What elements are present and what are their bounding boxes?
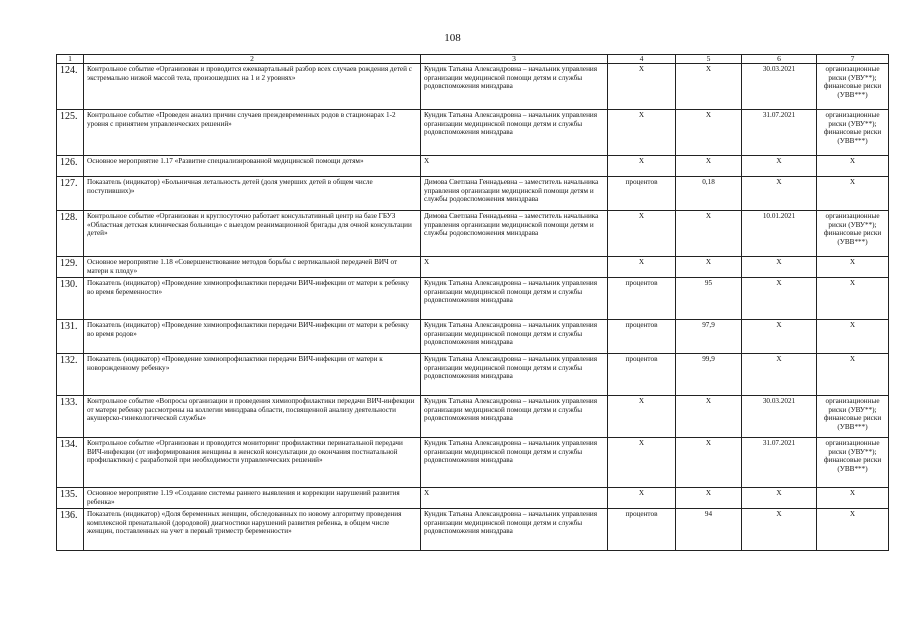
- plan-table: [56, 54, 889, 551]
- table-row: [57, 211, 889, 257]
- row-responsible: Кундик Татьяна Александровна – начальник управления организации медицинской помощи детям и службы родовспоможения минздрава: [421, 64, 608, 110]
- row-title: Основное мероприятие 1.17 «Развитие специализированной медицинской помощи детям»: [84, 156, 421, 177]
- row-title: Показатель (индикатор) «Проведение химиопрофилактики передачи ВИЧ-инфекции от матери к новорожденному ребенку»: [84, 354, 421, 396]
- table-row: [57, 509, 889, 551]
- row-number: 130.: [57, 278, 84, 320]
- table-row: [57, 438, 889, 488]
- row-date: 10.01.2021: [742, 211, 817, 257]
- row-unit: процентов: [608, 509, 676, 551]
- table-row: [57, 354, 889, 396]
- row-date: 31.07.2021: [742, 110, 817, 156]
- row-responsible: Кундик Татьяна Александровна – начальник управления организации медицинской помощи детям и службы родовспоможения минздрава: [421, 509, 608, 551]
- row-risk: X: [817, 354, 889, 396]
- row-value: X: [676, 488, 742, 509]
- row-number: 129.: [57, 257, 84, 278]
- row-number: 136.: [57, 509, 84, 551]
- row-date: 30.03.2021: [742, 396, 817, 438]
- row-risk: X: [817, 488, 889, 509]
- row-title: Контрольное событие «Проведен анализ причин случаев преждевременных родов в стационарах 1-2 уровня с принятием управленческих решений»: [84, 110, 421, 156]
- header-cell: 1: [57, 55, 84, 64]
- row-title: Показатель (индикатор) «Доля беременных женщин, обследованных по новому алгоритму проведения комплексной пренатальной (дородовой) диагностики нарушений развития ребенка, в общем числе женщин, поставленных на учет в первый триместр беременности»: [84, 509, 421, 551]
- table-row: [57, 257, 889, 278]
- row-number: 126.: [57, 156, 84, 177]
- row-number: 125.: [57, 110, 84, 156]
- row-unit: процентов: [608, 320, 676, 354]
- row-date: X: [742, 320, 817, 354]
- row-risk: организационные риски (УВУ**); финансовые риски (УВВ***): [817, 211, 889, 257]
- row-risk: X: [817, 156, 889, 177]
- row-value: X: [676, 396, 742, 438]
- row-value: X: [676, 438, 742, 488]
- row-number: 131.: [57, 320, 84, 354]
- header-cell: 6: [742, 55, 817, 64]
- row-unit: X: [608, 110, 676, 156]
- row-risk: организационные риски (УВУ**); финансовые риски (УВВ***): [817, 438, 889, 488]
- row-title: Показатель (индикатор) «Больничная летальность детей (доля умерших детей в общем числе поступивших)»: [84, 177, 421, 211]
- row-risk: X: [817, 509, 889, 551]
- row-unit: процентов: [608, 278, 676, 320]
- row-unit: X: [608, 156, 676, 177]
- row-risk: X: [817, 320, 889, 354]
- row-risk: X: [817, 278, 889, 320]
- row-title: Показатель (индикатор) «Проведение химиопрофилактики передачи ВИЧ-инфекции от матери к ребенку во время родов»: [84, 320, 421, 354]
- row-number: 124.: [57, 64, 84, 110]
- row-date: 31.07.2021: [742, 438, 817, 488]
- row-unit: X: [608, 438, 676, 488]
- row-responsible: Кундик Татьяна Александровна – начальник управления организации медицинской помощи детям и службы родовспоможения минздрава: [421, 438, 608, 488]
- row-value: X: [676, 211, 742, 257]
- row-value: X: [676, 110, 742, 156]
- header-cell: 4: [608, 55, 676, 64]
- table-row: [57, 110, 889, 156]
- row-date: 30.03.2021: [742, 64, 817, 110]
- row-responsible: X: [421, 488, 608, 509]
- row-date: X: [742, 257, 817, 278]
- row-number: 133.: [57, 396, 84, 438]
- row-title: Контрольное событие «Организован и проводится мониторинг профилактики перинатальной передачи ВИЧ-инфекции (от информирования женщины в женской консультации до окончания постнатальной профилактики) с разработкой при необходимости управленческих решений»: [84, 438, 421, 488]
- row-responsible: Кундик Татьяна Александровна – начальник управления организации медицинской помощи детям и службы родовспоможения минздрава: [421, 110, 608, 156]
- row-responsible: Кундик Татьяна Александровна – начальник управления организации медицинской помощи детям и службы родовспоможения минздрава: [421, 354, 608, 396]
- table-row: [57, 156, 889, 177]
- row-risk: X: [817, 177, 889, 211]
- header-cell: 5: [676, 55, 742, 64]
- row-value: 97,9: [676, 320, 742, 354]
- page-number: 108: [444, 32, 461, 44]
- row-number: 132.: [57, 354, 84, 396]
- row-unit: процентов: [608, 177, 676, 211]
- row-responsible: Кундик Татьяна Александровна – начальник управления организации медицинской помощи детям и службы родовспоможения минздрава: [421, 278, 608, 320]
- row-title: Показатель (индикатор) «Проведение химиопрофилактики передачи ВИЧ-инфекции от матери к ребенку во время беременности»: [84, 278, 421, 320]
- row-value: 99,9: [676, 354, 742, 396]
- row-unit: X: [608, 257, 676, 278]
- row-date: X: [742, 177, 817, 211]
- row-unit: процентов: [608, 354, 676, 396]
- row-responsible: X: [421, 257, 608, 278]
- row-unit: X: [608, 396, 676, 438]
- row-date: X: [742, 354, 817, 396]
- row-number: 127.: [57, 177, 84, 211]
- row-value: X: [676, 257, 742, 278]
- table-row: [57, 278, 889, 320]
- header-cell: 7: [817, 55, 889, 64]
- row-risk: организационные риски (УВУ**); финансовые риски (УВВ***): [817, 64, 889, 110]
- row-value: X: [676, 64, 742, 110]
- table-row: [57, 320, 889, 354]
- row-number: 134.: [57, 438, 84, 488]
- row-responsible: Димова Светлана Геннадьевна – заместитель начальника управления организации медицинской помощи детям и службы родовспоможения минздрава: [421, 177, 608, 211]
- row-responsible: Кундик Татьяна Александровна – начальник управления организации медицинской помощи детям и службы родовспоможения минздрава: [421, 320, 608, 354]
- row-unit: X: [608, 488, 676, 509]
- row-title: Контрольное событие «Вопросы организации и проведения химиопрофилактики передачи ВИЧ-инфекции от матери ребенку рассмотрены на коллегии минздрава области, посвященной анализу деятельности акушерско-гинекологической службы»: [84, 396, 421, 438]
- row-date: X: [742, 156, 817, 177]
- row-number: 128.: [57, 211, 84, 257]
- row-value: 94: [676, 509, 742, 551]
- row-number: 135.: [57, 488, 84, 509]
- row-date: X: [742, 278, 817, 320]
- row-title: Основное мероприятие 1.18 «Совершенствование методов борьбы с вертикальной передачей ВИЧ от матери к плоду»: [84, 257, 421, 278]
- row-date: X: [742, 488, 817, 509]
- row-responsible: Димова Светлана Геннадьевна – заместитель начальника управления организации медицинской помощи детям и службы родовспоможения минздрава: [421, 211, 608, 257]
- row-risk: организационные риски (УВУ**); финансовые риски (УВВ***): [817, 110, 889, 156]
- table-row: [57, 177, 889, 211]
- table-row: [57, 64, 889, 110]
- row-title: Основное мероприятие 1.19 «Создание системы раннего выявления и коррекции нарушений развития ребенка»: [84, 488, 421, 509]
- header-cell: 2: [84, 55, 421, 64]
- row-risk: X: [817, 257, 889, 278]
- row-unit: X: [608, 64, 676, 110]
- row-title: Контрольное событие «Организован и проводится ежеквартальный разбор всех случаев рождения детей с экстремально низкой массой тела, произошедших на 1 и 2 уровнях»: [84, 64, 421, 110]
- row-risk: организационные риски (УВУ**); финансовые риски (УВВ***): [817, 396, 889, 438]
- row-unit: X: [608, 211, 676, 257]
- row-value: X: [676, 156, 742, 177]
- row-title: Контрольное событие «Организован и круглосуточно работает консультативный центр на базе ГБУЗ «Областная детская клиническая больница» с выездом реанимационной бригады для очной консультации детей»: [84, 211, 421, 257]
- row-date: X: [742, 509, 817, 551]
- header-cell: 3: [421, 55, 608, 64]
- table-row: [57, 396, 889, 438]
- row-value: 0,18: [676, 177, 742, 211]
- table-header-row: [57, 55, 889, 64]
- table-row: [57, 488, 889, 509]
- row-responsible: X: [421, 156, 608, 177]
- row-value: 95: [676, 278, 742, 320]
- row-responsible: Кундик Татьяна Александровна – начальник управления организации медицинской помощи детям и службы родовспоможения минздрава: [421, 396, 608, 438]
